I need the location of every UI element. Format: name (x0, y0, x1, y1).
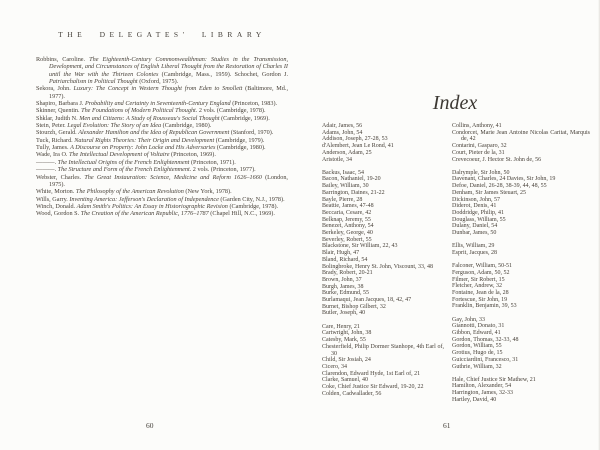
index-entry: Belknap, Jeremy, 55 (322, 216, 371, 223)
index-entry: Burlamaqui, Jean Jacques, 18, 42, 47 (322, 297, 412, 304)
bibliography-entry: ———. The Intellectual Origins of the French Enlightenment (Princeton, 1971). (36, 158, 236, 166)
index-entry: Beverley, Robert, 55 (322, 236, 372, 243)
index-entry: Bland, Richard, 54 (322, 256, 368, 263)
index-entry: Grotius, Hugo de, 15 (452, 350, 503, 357)
index-entry: Bailey, William, 30 (322, 183, 369, 190)
bibliography-entry: Tuck, Richard. Natural Rights Theories: Their Origin and Development (Cambridge, 1979). (36, 136, 265, 144)
index-entry: Gordon, Thomas, 32-33, 48 (452, 336, 519, 343)
index-group (452, 377, 590, 404)
index-entry: Clarke, Samuel, 40 (322, 377, 368, 384)
index-entry: Blair, Hugh, 47 (322, 250, 360, 257)
bibliography-entry: White, Morton. The Philosophy of the American Revolution (New York, 1978). (36, 188, 232, 196)
index-entry: Beccaria, Cesare, 42 (322, 209, 372, 216)
index-entry: Catesby, Mark, 55 (322, 337, 366, 344)
bibliography-entry: Stein, Peter. Legal Evolution: The Story of an Idea (Cambridge, 1980). (36, 122, 212, 130)
index-entry: Berkeley, George, 40 (322, 230, 373, 237)
index-entry: Ellis, William, 29 (452, 243, 495, 250)
index-entry: Diderot, Denis, 41 (452, 203, 497, 210)
index-column (322, 123, 444, 410)
bibliography-entry: Wills, Garry. Inventing America: Jefferson's Declaration of Independence (Garden City, N.J., 1978). (36, 195, 285, 203)
index-entry: Esprit, Jacques, 28 (452, 249, 497, 256)
index-entry: Burnet, Bishop Gilbert, 32 (322, 303, 386, 310)
bibliography-entry: Stourzh, Gerald. Alexander Hamilton and the Idea of Republican Government (Stanford, 1970). (36, 129, 274, 137)
index-entry: Ferguson, Adam, 50, 52 (452, 269, 510, 276)
index-entry: Guthrie, William, 32 (452, 363, 502, 370)
index-entry: Douglass, William, 55 (452, 216, 506, 223)
index-entry: Butler, Joseph, 40 (322, 310, 366, 317)
index-entry: Burgh, James, 38 (322, 283, 364, 290)
index-entry: Aristotle, 34 (322, 156, 352, 163)
index-group (452, 170, 590, 237)
index-entry: Chesterfield, Philip Dormer Stanhope, 4th Earl of, 30 (322, 343, 444, 357)
index-entry: Blackstone, Sir William, 22, 43 (322, 243, 398, 250)
right-page (300, 0, 600, 450)
index-entry: Denham, Sir James Steuart, 25 (452, 189, 526, 196)
index-entry: Dickinson, John, 57 (452, 196, 500, 203)
index-group (322, 324, 444, 398)
bibliography-entry: Tully, James. A Discourse on Property: John Locke and His Adversaries (Cambridge, 1980). (36, 144, 266, 152)
index-entry: Guicciardini, Francesco, 31 (452, 356, 519, 363)
bibliography-entry: Sekora, John. Luxury: The Concept in Western Thought from Eden to Smollett (Baltimore, Md., 1977). (36, 85, 288, 100)
index-entry: Filmer, Sir Robert, 15 (452, 276, 505, 283)
index-entry: Bolingbroke, Henry St. John, Viscount, 33, 48 (322, 263, 434, 270)
index-entry: Brown, John, 37 (322, 276, 362, 283)
index-group (322, 170, 444, 317)
index-entry: Benezet, Anthony, 54 (322, 223, 374, 230)
index-entry: Hale, Chief Justice Sir Mathew, 21 (452, 376, 536, 383)
index-entry: Condorcet, Marie Jean Antoine Nicolas Caritat, Marquis de, 42 (452, 129, 590, 143)
bibliography-entry: Webster, Charles. The Great Instauration: Science, Medicine and Reform 1626–1660 (London, 1975). (36, 173, 288, 188)
index-entry: Beattie, James, 47-48 (322, 203, 374, 210)
index-entry: Dalrymple, Sir John, 50 (452, 169, 510, 176)
index-entry: Franklin, Benjamin, 39, 53 (452, 303, 517, 310)
bibliography-entry: Skinner, Quentin. The Foundations of Modern Political Thought. 2 vols. (Cambridge, 1978). (36, 107, 266, 115)
right-page-number: 61 (443, 421, 451, 430)
bibliography-entry: ———. The Structure and Form of the French Enlightenment. 2 vols. (Princeton, 1977). (36, 166, 256, 174)
bibliography-entry: Wade, Ira O. The Intellectual Development of Voltaire (Princeton, 1969). (36, 151, 216, 159)
index-group (452, 123, 590, 163)
running-header: THE DELEGATES' LIBRARY (58, 30, 266, 39)
index-entry: Clarendon, Edward Hyde, 1st Earl of, 21 (322, 370, 421, 377)
index-title: Index (432, 92, 478, 114)
index-entry: Gordon, William, 55 (452, 343, 502, 350)
index-entry: Falconer, William, 50-51 (452, 263, 513, 270)
index-entry: Burke, Edmund, 55 (322, 290, 369, 297)
index-entry: Brady, Robert, 20-21 (322, 270, 373, 277)
index-entry: Contarini, Gasparo, 32 (452, 143, 507, 150)
index-entry: Fletcher, Andrew, 32 (452, 283, 503, 290)
index-entry: d'Alembert, Jean Le Rond, 41 (322, 143, 394, 150)
index-group (322, 123, 444, 163)
index-entry: Coke, Chief Justice Sir Edward, 19-20, 22 (322, 384, 424, 391)
index-entry: Hamilton, Alexander, 54 (452, 383, 512, 390)
index-entry: Colden, Cadwallader, 56 (322, 390, 382, 397)
index-entry: Barrington, Daines, 21-22 (322, 189, 385, 196)
index-entry: Crevecoeur, J. Hector St. John de, 56 (452, 156, 542, 163)
index-group (452, 317, 590, 371)
bibliography-entry: Robbins, Caroline. The Eighteenth-Century Commonwealthman: Studies in the Transmission, Development, and Circumstances of English Liberal Thought from the Restoration of Charles II until the War with the Thirteen Colonies (Cambridge, Mass., 1959). Schochet, Gordon J. Patriarchalism in Political Thought (Oxford, 1975). (36, 56, 289, 86)
index-entry: Gay, John, 33 (452, 316, 485, 323)
index-entry: Bacon, Nathaniel, 19-20 (322, 176, 381, 183)
index-entry: Care, Henry, 21 (322, 323, 360, 330)
index-column (452, 123, 590, 410)
bibliography-entry: Wood, Gordon S. The Creation of the American Republic, 1776–1787 (Chapel Hill, N.C., 1969). (36, 210, 275, 218)
index-entry: Dunbar, James, 50 (452, 230, 497, 237)
index-entry: Hartley, David, 40 (452, 396, 497, 403)
index-entry: Fontaine, Jean de la, 28 (452, 289, 509, 296)
left-page-number: 60 (146, 421, 154, 430)
index-entry: Davenant, Charles, 24 Davies, Sir John, 19 (452, 176, 556, 183)
index-group (452, 243, 590, 256)
index-entry: Addison, Joseph, 27-28, 53 (322, 136, 388, 143)
index-entry: Anderson, Adam, 25 (322, 149, 372, 156)
index-entry: Giannotti, Donato, 31 (452, 323, 505, 330)
bibliography-list (36, 56, 288, 218)
index-entry: Fortescue, Sir John, 19 (452, 296, 508, 303)
index-group (452, 263, 590, 310)
index-entry: Adair, James, 56 (322, 123, 363, 129)
bibliography-entry: Shapiro, Barbara J. Probability and Certainty in Seventeenth-Century England (Princeton, 1983). (36, 100, 278, 108)
index-entry: Child, Sir Josiah, 24 (322, 357, 371, 364)
index-entry: Harrington, James, 32-33 (452, 390, 513, 397)
index-entry: Backus, Isaac, 54 (322, 169, 364, 176)
index-entry: Defoe, Daniel, 26-28, 38-39, 44, 48, 55 (452, 183, 547, 190)
index-entry: Adams, John, 54 (322, 129, 363, 136)
bibliography-entry: Winch, Donald. Adam Smith's Politics: An Essay in Historiographic Revision (Cambridge, 1978). (36, 202, 279, 210)
index-entry: Bayle, Pierre, 28 (322, 196, 363, 203)
index-entry: Gibbon, Edward, 41 (452, 329, 501, 336)
index-entry: Cicero, 34 (322, 363, 347, 370)
index-entry: Collins, Anthony, 41 (452, 123, 502, 129)
index-entry: Court, Pieter de la, 31 (452, 149, 505, 156)
bibliography-entry: Shklar, Judith N. Men and Citizens: A Study of Rousseau's Social Thought (Cambridge, 1969). (36, 114, 270, 122)
index-entry: Cartwright, John, 38 (322, 330, 372, 337)
index-entry: Doddridge, Philip, 41 (452, 209, 504, 216)
index-columns (322, 123, 590, 410)
index-entry: Dulany, Daniel, 54 (452, 223, 498, 230)
